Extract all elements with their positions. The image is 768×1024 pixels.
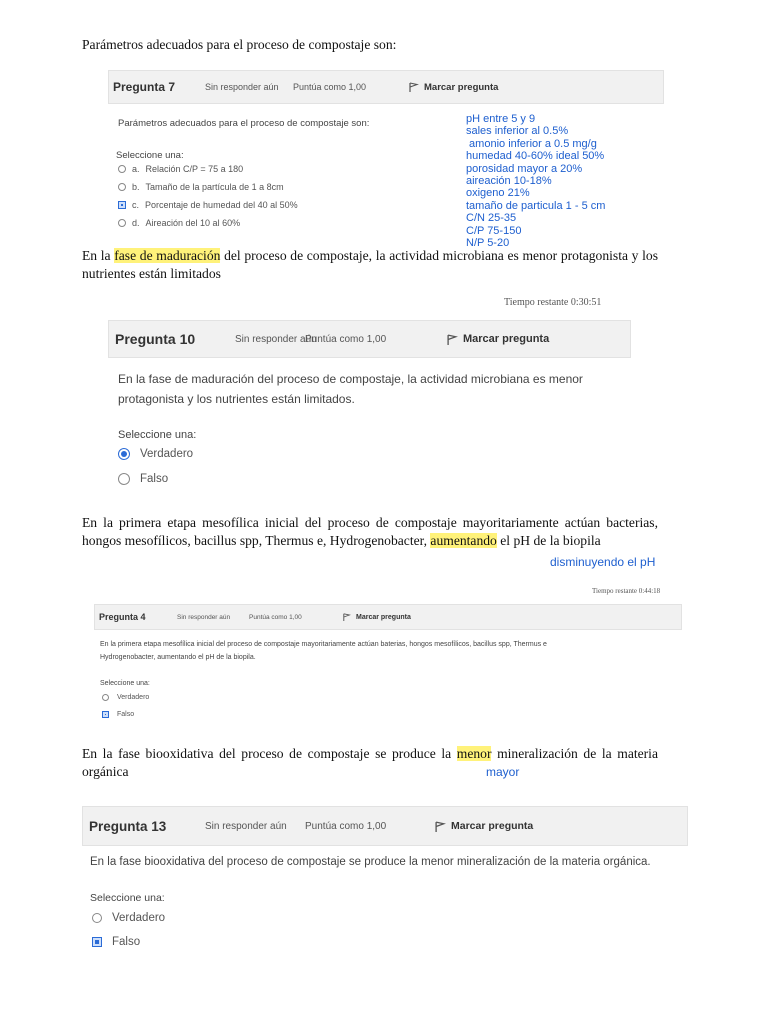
highlighted-phrase: fase de maduración: [114, 248, 221, 263]
answer-option[interactable]: [118, 164, 243, 174]
intro-paragraph-1: [82, 36, 658, 54]
answer-option[interactable]: [92, 912, 165, 924]
answer-option[interactable]: [118, 182, 284, 192]
option-letter: b.: [132, 182, 140, 192]
question-text: Parámetros adecuados para el proceso de compostaje son:: [118, 118, 370, 129]
question-status: Sin responder aún: [205, 82, 279, 92]
annotation-item: N/P 5-20: [466, 237, 510, 250]
annotation-item: porosidad mayor a 20%: [466, 162, 583, 175]
question-score: Puntúa como 1,00: [305, 333, 387, 345]
question-13-screenshot: [82, 806, 688, 956]
flag-question-button[interactable]: [343, 613, 411, 621]
correction-annotation: mayor: [486, 765, 520, 779]
question-4-screenshot: [94, 604, 682, 728]
option-checkbox[interactable]: [118, 201, 126, 209]
highlighted-phrase: menor: [456, 746, 492, 761]
paragraph-2: [82, 247, 658, 283]
answer-option[interactable]: [118, 200, 298, 210]
question-text: En la fase biooxidativa del proceso de compostaje se produce la menor mineralización de la materia orgánica.: [90, 856, 651, 868]
option-radio[interactable]: [118, 448, 130, 460]
question-text-line-2: protagonista y los nutrientes están limitados.: [118, 392, 355, 406]
option-letter: d.: [132, 218, 140, 228]
option-radio[interactable]: [102, 694, 109, 701]
annotation-item: humedad 40-60% ideal 50%: [466, 150, 605, 163]
answer-option[interactable]: [102, 711, 134, 718]
question-header-bar: [108, 70, 664, 104]
question-title: Pregunta 4: [99, 612, 146, 622]
flag-icon: [447, 334, 458, 345]
select-prompt: Seleccione una:: [116, 150, 184, 161]
option-label: Porcentaje de humedad del 40 al 50%: [145, 200, 298, 210]
question-title: Pregunta 13: [89, 818, 167, 834]
question-score: Puntúa como 1,00: [249, 613, 302, 621]
annotation-item: pH entre 5 y 9: [466, 113, 536, 125]
question-title: Pregunta 7: [113, 80, 176, 94]
flag-label: Marcar pregunta: [463, 333, 550, 345]
paragraph-text: En la primera etapa mesofílica inicial del proceso de compostaje mayoritariamente actúan bacterias, hongos mesofílicos, bacillus spp, Thermus e, Hydrogenobacter,: [82, 515, 658, 548]
option-radio[interactable]: [118, 219, 126, 227]
option-radio[interactable]: [118, 183, 126, 191]
option-label: Falso: [140, 473, 169, 485]
annotation-item: sales inferior al 0.5%: [466, 125, 569, 138]
highlighted-phrase: aumentando: [430, 533, 497, 548]
question-score: Puntúa como 1,00: [293, 82, 367, 92]
question-text-line-2: Hydrogenobacter, aumentando el pH de la biopila.: [100, 654, 256, 661]
flag-icon: [435, 821, 446, 832]
question-status: Sin responder aún: [235, 333, 317, 345]
flag-question-button[interactable]: [435, 820, 533, 832]
question-score: Puntúa como 1,00: [305, 820, 387, 832]
option-label: Tamaño de la partícula de 1 a 8cm: [145, 182, 284, 192]
answer-option[interactable]: [102, 694, 149, 701]
option-label: Falso: [117, 711, 135, 718]
question-header-bar: [94, 604, 682, 630]
paragraph-4: [82, 745, 658, 781]
question-status: Sin responder aún: [177, 613, 231, 621]
flag-label: Marcar pregunta: [451, 820, 534, 832]
question-10-screenshot: [108, 320, 632, 495]
option-label: Verdadero: [112, 912, 166, 924]
annotation-item: C/N 25-35: [466, 212, 517, 225]
option-label: Verdadero: [140, 448, 194, 460]
timer-text: Tiempo restante 0:30:51: [504, 297, 602, 308]
flag-label: Marcar pregunta: [424, 81, 499, 93]
option-label: Verdadero: [117, 694, 150, 701]
option-letter: a.: [132, 164, 140, 174]
option-label: Falso: [112, 936, 141, 948]
timer-text: Tiempo restante 0:44:18: [592, 587, 661, 595]
annotation-item: C/P 75-150: [466, 224, 522, 237]
select-prompt: Seleccione una:: [90, 892, 165, 904]
option-letter: c.: [132, 200, 140, 210]
select-prompt: Seleccione una:: [100, 680, 150, 687]
paragraph-text: mineralización de la materia orgánica: [82, 746, 658, 779]
answer-option[interactable]: [118, 473, 168, 485]
paragraph-text: del proceso de compostaje, la actividad microbiana es menor protagonista y los nutrientes están limitados: [82, 248, 658, 281]
option-label: Aireación del 10 al 60%: [145, 218, 241, 228]
correction-annotation: disminuyendo el pH: [550, 555, 656, 569]
flag-label: Marcar pregunta: [356, 613, 411, 621]
parameters-annotation-list: [466, 113, 605, 249]
paragraph-3: [82, 514, 658, 550]
annotation-item: aireación 10-18%: [466, 175, 552, 188]
question-text-line-1: En la fase de maduración del proceso de compostaje, la actividad microbiana es menor: [118, 372, 583, 386]
question-text-line-1: En la primera etapa mesofílica inicial del proceso de compostaje mayoritariamente actúan baterias, hongos mesofílicos, bacillus spp, Thermus e: [100, 641, 547, 648]
flag-question-button[interactable]: [409, 82, 498, 93]
option-radio[interactable]: [118, 165, 126, 173]
paragraph-text: En la fase biooxidativa del proceso de compostaje se produce la: [82, 746, 457, 761]
question-header-bar: [82, 806, 688, 846]
option-label: Relación C/P = 75 a 180: [145, 164, 244, 174]
answer-option[interactable]: [118, 448, 193, 460]
answer-option[interactable]: [92, 936, 140, 948]
annotation-item: tamaño de particula 1 - 5 cm: [466, 199, 606, 212]
flag-icon: [343, 613, 351, 621]
answer-option[interactable]: [118, 218, 240, 228]
paragraph-text: Parámetros adecuados para el proceso de compostaje son:: [82, 37, 397, 52]
option-radio[interactable]: [118, 473, 130, 485]
question-title: Pregunta 10: [115, 331, 196, 347]
flag-question-button[interactable]: [447, 333, 549, 345]
option-checkbox[interactable]: [92, 937, 102, 947]
radio-dot: [121, 451, 127, 457]
flag-icon: [409, 82, 419, 92]
annotation-item: amonio inferior a 0.5 mg/g: [466, 137, 597, 150]
option-checkbox[interactable]: [102, 711, 109, 718]
option-radio[interactable]: [92, 913, 102, 923]
paragraph-text: En la: [82, 248, 115, 263]
question-header-bar: [108, 320, 631, 358]
paragraph-text: el pH de la biopila: [496, 533, 601, 548]
select-prompt: Seleccione una:: [118, 429, 197, 441]
annotation-item: oxigeno 21%: [466, 187, 530, 200]
question-status: Sin responder aún: [205, 820, 287, 832]
